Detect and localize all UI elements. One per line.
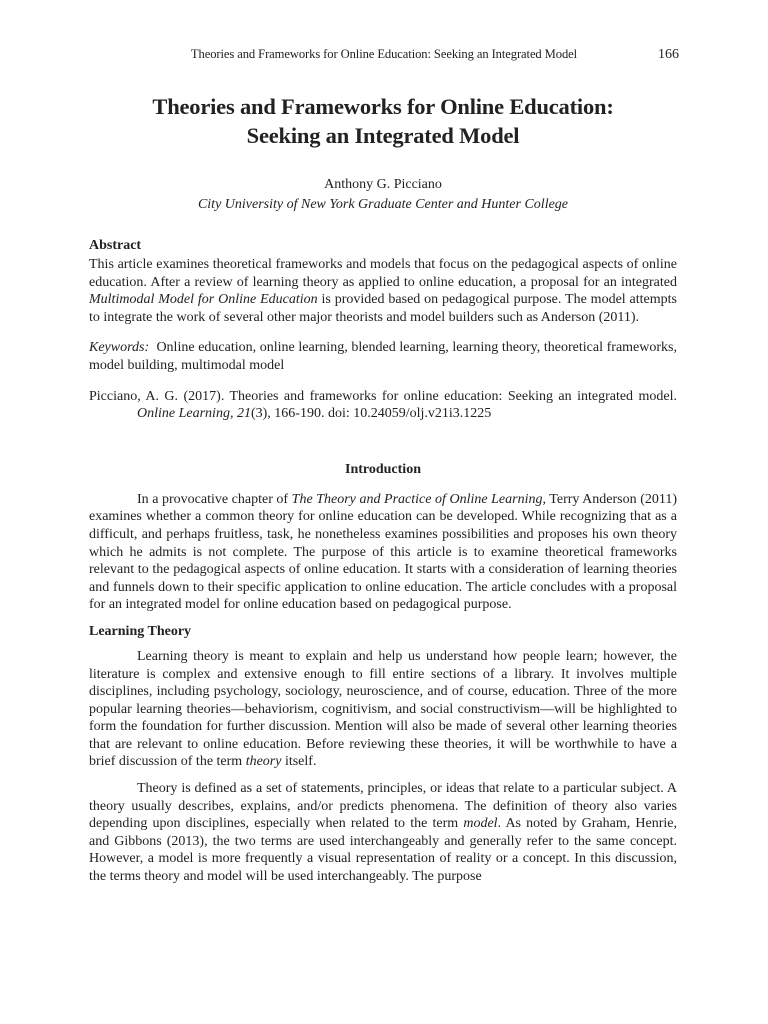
keywords-text: Online education, online learning, blended learning, learning theory, theoretical frameworks, model building, multimodal model [89,340,681,373]
lt-p2-part1: Theory is defined as a set of statements, principles, or ideas that relate to a particular subject. A theory usually describes, explains, and/or predicts phenomena. The definition of theory also varies depending upon disciplines, especially when related to the term [89,781,677,832]
abstract-heading: Abstract [89,238,142,253]
introduction-heading: Introduction [345,461,421,477]
lt-p1-part2: itself. [281,754,317,770]
keywords-label: Keywords: [89,340,150,356]
lt-p2-part2: . As noted by Graham, Henrie, and Gibbons (2013), the two terms are used interchangeably and generally refer to the same concept. However, a model is more frequently a visual representation of reality or a concept. In this discussion, the terms theory and model will be used interchangeably. The purpose [89,816,677,885]
learning-theory-heading: Learning Theory [89,623,192,639]
author-affiliation: City University of New York Graduate Center and Hunter College [197,197,569,212]
article-content [89,92,681,886]
lt-p1-italic: theory [245,754,282,770]
abstract-text-part2: is provided based on pedagogical purpose. The model attempts to integrate the work of several other major theorists and model builders such as Anderson (2011). [89,292,677,325]
abstract-text-part1: This article examines theoretical frameworks and models that focus on the pedagogical aspects of online education. After a review of learning theory as applied to online education, a proposal for an integrated [89,257,677,290]
article-title-line1: Theories and Frameworks for Online Education: [152,94,614,119]
lt-p2-italic: model [463,816,498,832]
learning-theory-paragraph-2 [89,780,677,886]
citation-part2: (3), 166-190. doi: 10.24059/olj.v21i3.1225 [250,406,492,422]
abstract-model-name: Multimodal Model for Online Education [89,292,318,308]
author-name: Anthony G. Picciano [324,177,442,192]
learning-theory-paragraph-1 [89,648,677,771]
running-title: Theories and Frameworks for Online Education: Seeking an Integrated Model [190,47,578,61]
citation-journal: Online Learning, 21 [137,406,251,422]
intro-text-part2: , Terry Anderson (2011) examines whether a common theory for online education can be developed. While recognizing that as a difficult, and perhaps fruitless, task, he nonetheless examines possibilities and proposes his own theory which he admits is not complete. The purpose of this article is to examine theoretical frameworks relevant to the pedagogical aspects of online education. It starts with a consideration of learning theories and funnels down to their specific application to online education. The article concludes with a proposal for an integrated model for online education based on pedagogical purpose. [89,491,677,613]
lt-p1-part1: Learning theory is meant to explain and help us understand how people learn; however, the literature is complex and extensive enough to fill entire sections of a library. It involves multiple disciplines, including psychology, sociology, neuroscience, and of course, education. Three of the more popular learning theories—behaviorism, cognitivism, and social constructivism—will be highlighted to form the foundation for further discussion. Mention will also be made of several other learning theories that are relevant to online education. Before reviewing these theories, it will be worthwhile to have a brief discussion of the term [89,648,677,770]
intro-book-title: The Theory and Practice of Online Learning [291,491,543,507]
page-number: 166 [658,47,679,62]
abstract-text [89,256,677,326]
intro-text-part1: In a provocative chapter of [137,491,292,507]
citation [89,388,677,423]
citation-part1: Picciano, A. G. (2017). Theories and frameworks for online education: Seeking an integrated model. [89,388,677,404]
running-header [89,47,679,65]
article-title [89,92,677,150]
article-title-line2: Seeking an Integrated Model [246,123,520,148]
introduction-paragraph [89,491,677,614]
keywords [89,339,681,374]
